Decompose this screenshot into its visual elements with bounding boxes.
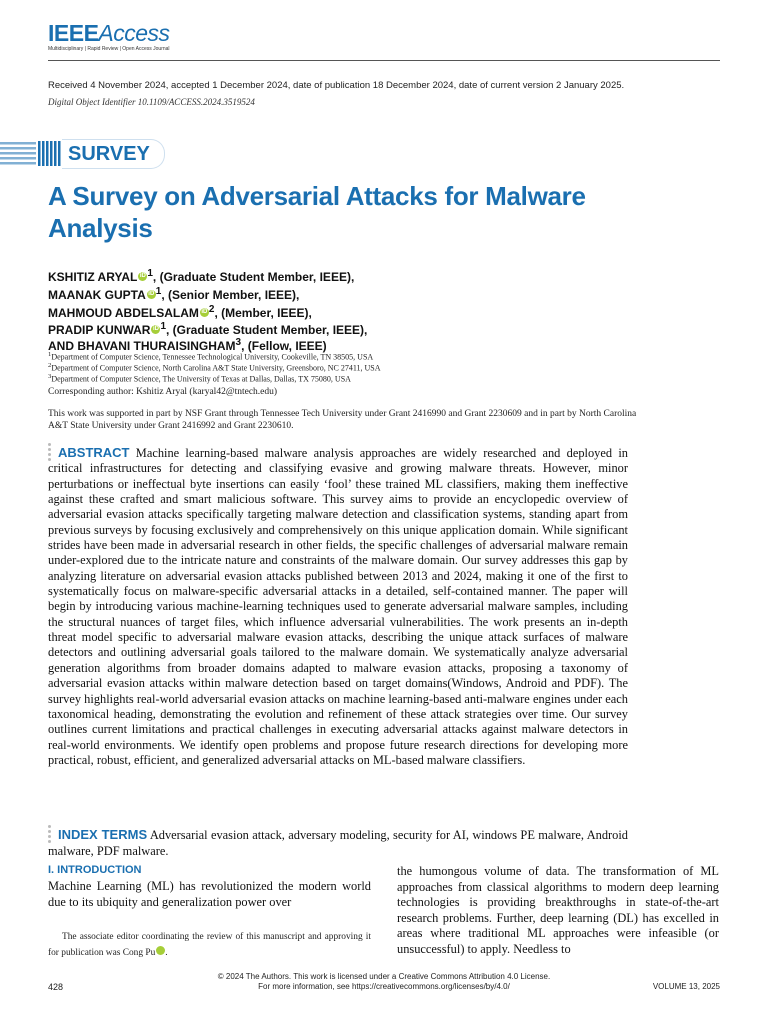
affiliation-mark: 2 [48,362,52,369]
corresponding-author: Corresponding author: Kshitiz Aryal (karyal42@tntech.edu) [48,387,278,397]
orcid-icon[interactable]: iD [139,273,146,279]
volume-info: VOLUME 13, 2025 [652,982,720,991]
affiliation [48,351,373,362]
author-name: MAANAK GUPTA [48,288,146,302]
abstract [48,445,628,768]
orcid-icon[interactable]: iD [201,309,208,315]
index-terms-text: Adversarial evasion attack, adversary modeling, security for AI, windows PE malware, Android malware, PDF malware. [48,828,629,858]
body-column-right: the humongous volume of data. The transformation of ML approaches from classical algorithms to modern deep learning technologies is providing breakthroughs in state-of-the-art research problems. Further, deep learning (DL) has excelled in areas where traditional ML approaches were infeasible (or unsuccessful) to apply. Needless to [397,864,719,956]
author-affiliation-mark: 1 [147,268,153,279]
abstract-text: Machine learning-based malware analysis approaches are widely researched and deployed in critical infrastructures for detecting and classifying evasive and growing malware threats. However, minor perturbations or ineffectual byte insertions can easily ‘fool’ these trained ML classifiers, making them ineffective against these crafted and smart malicious software. This survey aims to provide an encyclopedic overview of adversarial evasion attacks specifically targeting malware detection and classification systems, standing apart from previous surveys by focusing exclusively and comprehensively on this unique application domain. While significant strides have been made in adversarial research in other fields, the specific challenges of adversarial malware remain under-explored due to the intricate nature and constraints of the malware domain. Our survey addresses this gap by analyzing literature on adversarial evasion attacks published between 2013 and 2024, making it one of the first to systematically focus on malware-specific adversarial attacks in a detailed, self-contained manner. The paper will begin by introducing various machine-learning techniques used to generate adversarial malware samples, including the structural nuances of target files, which influence adversarial vulnerabilities. The work presents an in-depth threat model specific to adversarial malware evasion attacks, describing the unique attack surfaces of malware detectors and outlining adversarial goals tailored to the malware domain. We systematically analyze adversarial generation algorithms from broader domains adapted to malware evasion attacks, proposing a taxonomy of adversarial evasion attacks within malware detection based on target domains(Windows, Android and PDF). The survey highlights real-world adversarial evasion attacks on machine learning-based anti-malware engines under each taxonomical heading, demonstrating the evolution and refinement of these attack strategies over time. Our survey outlines current limitations and practical challenges in executing adversarial attacks against malware detectors in real-world environments. We identify open problems and propose future research directions for developing more practical, robust, efficient, and generalized adversarial attacks on ML-based malware classifiers. [48,446,628,767]
author-name: KSHITIZ ARYAL [48,270,138,284]
author-name: PRADIP KUNWAR [48,323,151,337]
author-line [48,321,367,337]
index-terms [48,827,628,859]
author-affiliation-mark: 1 [160,321,167,332]
author-line [48,304,312,320]
paper-title: A Survey on Adversarial Attacks for Malware Analysis [48,181,586,243]
publication-dates: Received 4 November 2024, accepted 1 December 2024, date of publication 18 December 2024, date of current version 2 January 2025. [48,80,625,91]
author-role: , (Member, IEEE), [214,306,312,320]
license-link[interactable]: For more information, see https://creativecommons.org/licenses/by/4.0/ [258,982,510,991]
author-role: , (Graduate Student Member, IEEE), [152,270,355,284]
doi-line: Digital Object Identifier 10.1109/ACCESS.2024.3519524 [48,97,255,107]
footnote: The associate editor coordinating the review of this manuscript and approving it for publication was Cong Pu iD. [48,932,371,958]
orcid-icon[interactable]: iD [148,291,155,297]
logo-access-text: Access [98,20,170,46]
affiliation-mark: 3 [48,373,52,380]
badge-stripes-icon [0,139,62,169]
article-type-badge: SURVEY [62,139,165,169]
author-role: , (Fellow, IEEE) [241,339,327,353]
author-affiliation-mark: 1 [155,286,162,297]
orcid-icon[interactable]: iD [156,946,165,955]
author-affiliation-mark: 2 [208,304,215,315]
section-heading: I. INTRODUCTION [48,864,142,876]
logo-tagline: Multidisciplinary | Rapid Review | Open Access Journal [48,46,170,52]
body-column-left: Machine Learning (ML) has revolutionized the modern world due to its ubiquity and generalization power over [48,879,371,909]
orcid-icon[interactable]: iD [152,326,159,332]
affiliation-text: Department of Computer Science, The University of Texas at Dallas, Dallas, TX 75080, USA [51,374,351,384]
funding-statement: This work was supported in part by NSF Grant through Tennessee Tech University under Grant 2416990 and Grant 2230609 and in part by North Carolina A&T State University under Grant 2416992 and Grant 2230610. [48,409,637,431]
author-line [48,268,354,284]
author-line [48,286,299,302]
page-number: 428 [48,982,64,992]
affiliation-mark: 1 [48,351,52,358]
footnote-text: The associate editor coordinating the review of this manuscript and approving it for publication was Cong Pu [48,932,371,958]
affiliation-text: Department of Computer Science, Tennessee Technological University, Cookeville, TN 38505, USA [51,352,374,362]
author-name: AND BHAVANI THURAISINGHAM [48,339,236,353]
index-terms-label: INDEX TERMS [58,827,148,842]
author-name: MAHMOUD ABDELSALAM [48,306,199,320]
affiliation [48,362,381,373]
author-affiliation-mark: 3 [235,337,242,348]
logo-ieee-text: IEEE [48,20,99,46]
license-notice: © 2024 The Authors. This work is licensed under a Creative Commons Attribution 4.0 License. [217,972,551,981]
header-divider [48,60,720,61]
affiliation [48,373,351,384]
journal-logo [48,20,170,47]
abstract-label: ABSTRACT [58,445,130,460]
author-role: , (Graduate Student Member, IEEE), [166,323,368,337]
affiliation-text: Department of Computer Science, North Carolina A&T State University, Greensboro, NC 27411, USA [51,363,381,373]
author-role: , (Senior Member, IEEE), [161,288,300,302]
